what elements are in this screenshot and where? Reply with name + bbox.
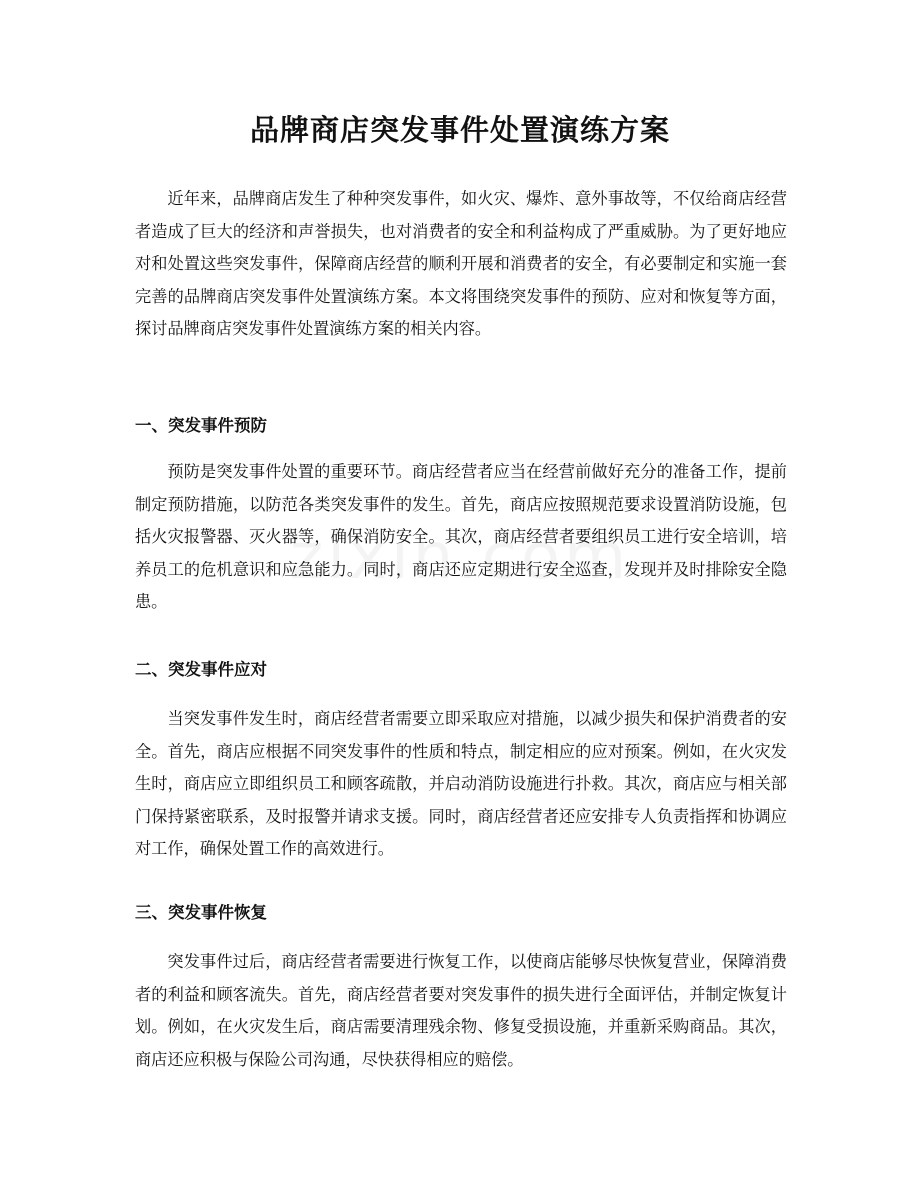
section-heading-response: 二、突发事件应对 xyxy=(135,660,267,679)
section-body-prevention: 预防是突发事件处置的重要环节。商店经营者应当在经营前做好充分的准备工作，提前制定预防措施，以防范各类突发事件的发生。首先，商店应按照规范要求设置消防设施，包括火灾报警器、灭火器等，确保消防安全。其次，商店经营者要组织员工进行安全培训，培养员工的危机意识和应急能力。同时，商店还应定期进行安全巡查，发现并及时排除安全隐患。 xyxy=(135,462,787,611)
section-heading-prevention: 一、突发事件预防 xyxy=(135,416,267,435)
section-body-recovery: 突发事件过后，商店经营者需要进行恢复工作，以使商店能够尽快恢复营业，保障消费者的利益和顾客流失。首先，商店经营者要对突发事件的损失进行全面评估，并制定恢复计划。例如，在火灾发生后，商店需要清理残余物、修复受损设施，并重新采购商品。其次，商店还应积极与保险公司沟通，尽快获得相应的赔偿。 xyxy=(135,952,787,1069)
document-title: 品牌商店突发事件处置演练方案 xyxy=(249,113,670,147)
section-heading-recovery: 三、突发事件恢复 xyxy=(135,903,267,922)
section-body-response: 当突发事件发生时，商店经营者需要立即采取应对措施，以减少损失和保护消费者的安全。首先，商店应根据不同突发事件的性质和特点，制定相应的应对预案。例如，在火灾发生时，商店应立即组织员工和顾客疏散，并启动消防设施进行扑救。其次，商店应与相关部门保持紧密联系，及时报警并请求支援。同时，商店经营者还应安排专人负责指挥和协调应对工作，确保处置工作的高效进行。 xyxy=(135,709,787,858)
intro-paragraph: 近年来，品牌商店发生了种种突发事件，如火灾、爆炸、意外事故等，不仅给商店经营者造成了巨大的经济和声誉损失，也对消费者的安全和利益构成了严重威胁。为了更好地应对和处置这些突发事件，保障商店经营的顺利开展和消费者的安全，有必要制定和实施一套完善的品牌商店突发事件处置演练方案。本文将围绕突发事件的预防、应对和恢复等方面，探讨品牌商店突发事件处置演练方案的相关内容。 xyxy=(135,189,787,338)
